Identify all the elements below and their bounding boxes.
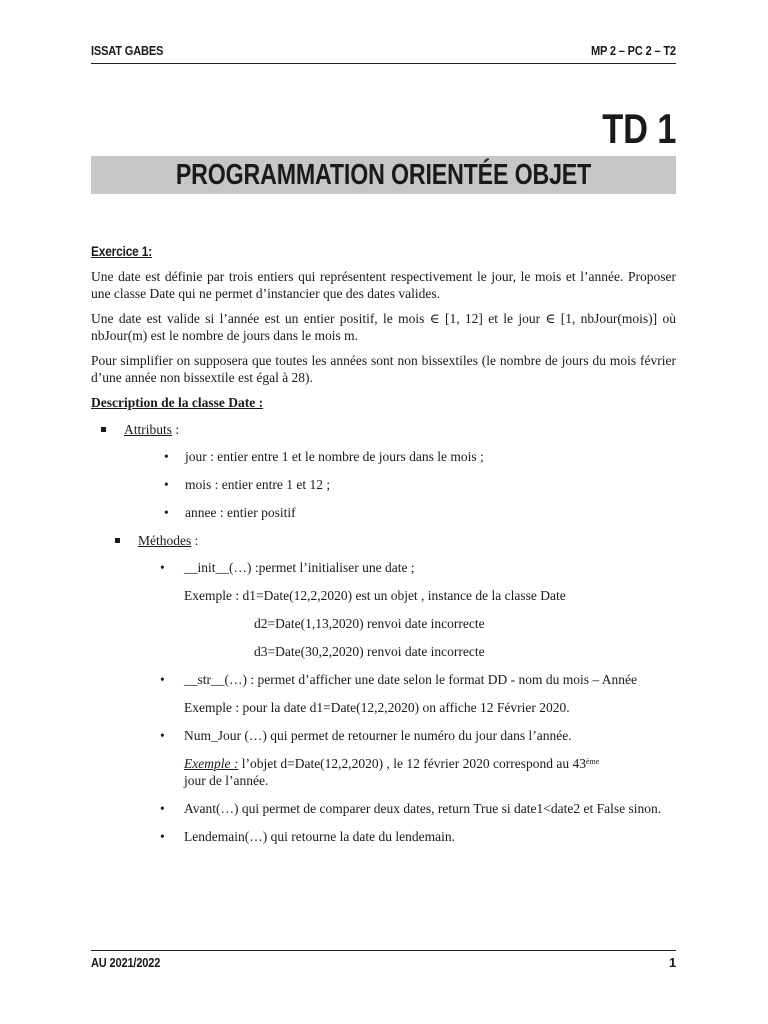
init-example-3: d3=Date(30,2,2020) renvoi date incorrecte (254, 644, 485, 659)
paragraph-3: Pour simplifier on supposera que toutes les années sont non bissextiles (le nombre de jours du mois février d’une année non bissextile est égal à 28). (91, 353, 676, 385)
method-item (91, 559, 676, 576)
attribute-annee: annee : entier positif (185, 505, 296, 520)
attribute-item (91, 504, 676, 521)
methods-label: Méthodes (138, 533, 192, 548)
bullet-icon: • (164, 505, 169, 520)
method-item (91, 800, 676, 817)
bullet-icon: • (160, 801, 165, 816)
bullet-icon: • (160, 672, 165, 687)
paragraph-1: Une date est définie par trois entiers qui représentent respectivement le jour, le mois et l’année. Proposer une classe Date qui ne permet d’instancier que des dates valides. (91, 269, 676, 301)
page-footer (91, 950, 676, 973)
footer-year: AU 2021/2022 (91, 955, 161, 970)
example-label: Exemple : (184, 756, 239, 771)
attributes-section (91, 421, 676, 438)
header-class: MP 2 – PC 2 – T2 (591, 43, 676, 58)
str-example: Exemple : pour la date d1=Date(12,2,2020) on affiche 12 Février 2020. (184, 700, 570, 715)
page-header (91, 43, 676, 64)
exercise-title: Exercice 1: (91, 243, 152, 259)
attribute-jour: jour : entier entre 1 et le nombre de jours dans le mois ; (185, 449, 484, 464)
method-avant: Avant(…) qui permet de comparer deux dates, return True si date1<date2 et False sinon. (184, 801, 662, 816)
bullet-icon: • (164, 477, 169, 492)
methods-section (91, 532, 676, 549)
bullet-icon: • (160, 829, 165, 844)
ordinal-superscript: ème (585, 757, 600, 766)
header-institution: ISSAT GABES (91, 43, 164, 58)
description-title: Description de la classe Date : (91, 395, 264, 410)
square-bullet-icon (101, 427, 106, 432)
methods-colon: : (191, 533, 199, 548)
title-banner (91, 156, 676, 194)
method-lendemain: Lendemain(…) qui retourne la date du lendemain. (184, 829, 456, 844)
bullet-icon: • (160, 728, 165, 743)
bullet-icon: • (160, 560, 165, 575)
bullet-icon: • (164, 449, 169, 464)
document-title: TD 1 (602, 105, 676, 152)
attribute-item (91, 476, 676, 493)
method-init: __init__(…) :permet l’initialiser une date ; (184, 560, 415, 575)
method-num-jour: Num_Jour (…) qui permet de retourner le numéro du jour dans l’année. (184, 728, 572, 743)
square-bullet-icon (115, 538, 120, 543)
method-item (91, 727, 676, 744)
page-number: 1 (668, 955, 676, 970)
example-text: l’objet d=Date(12,2,2020) , le 12 février 2020 correspond au 43 (238, 756, 586, 771)
attribute-mois: mois : entier entre 1 et 12 ; (185, 477, 331, 492)
attribute-item (91, 448, 676, 465)
example-end: jour de l’année. (184, 773, 269, 788)
method-str: __str__(…) : permet d’afficher une date selon le format DD - nom du mois – Année (184, 672, 638, 687)
paragraph-2: Une date est valide si l’année est un entier positif, le mois ∈ [1, 12] et le jour ∈ [1, nbJour(mois)] où nbJour(m) est le nombre de jours dans le mois m. (91, 311, 676, 343)
method-item (91, 828, 676, 845)
method-item (91, 671, 676, 688)
init-example-2: d2=Date(1,13,2020) renvoi date incorrecte (254, 616, 485, 631)
attributes-colon: : (172, 422, 180, 437)
attributes-label: Attributs (124, 422, 173, 437)
init-example-1: Exemple : d1=Date(12,2,2020) est un objet , instance de la classe Date (184, 588, 566, 603)
num-jour-example (184, 755, 676, 789)
exercise-content (91, 243, 676, 856)
banner-title: PROGRAMMATION ORIENTÉE OBJET (175, 159, 592, 191)
